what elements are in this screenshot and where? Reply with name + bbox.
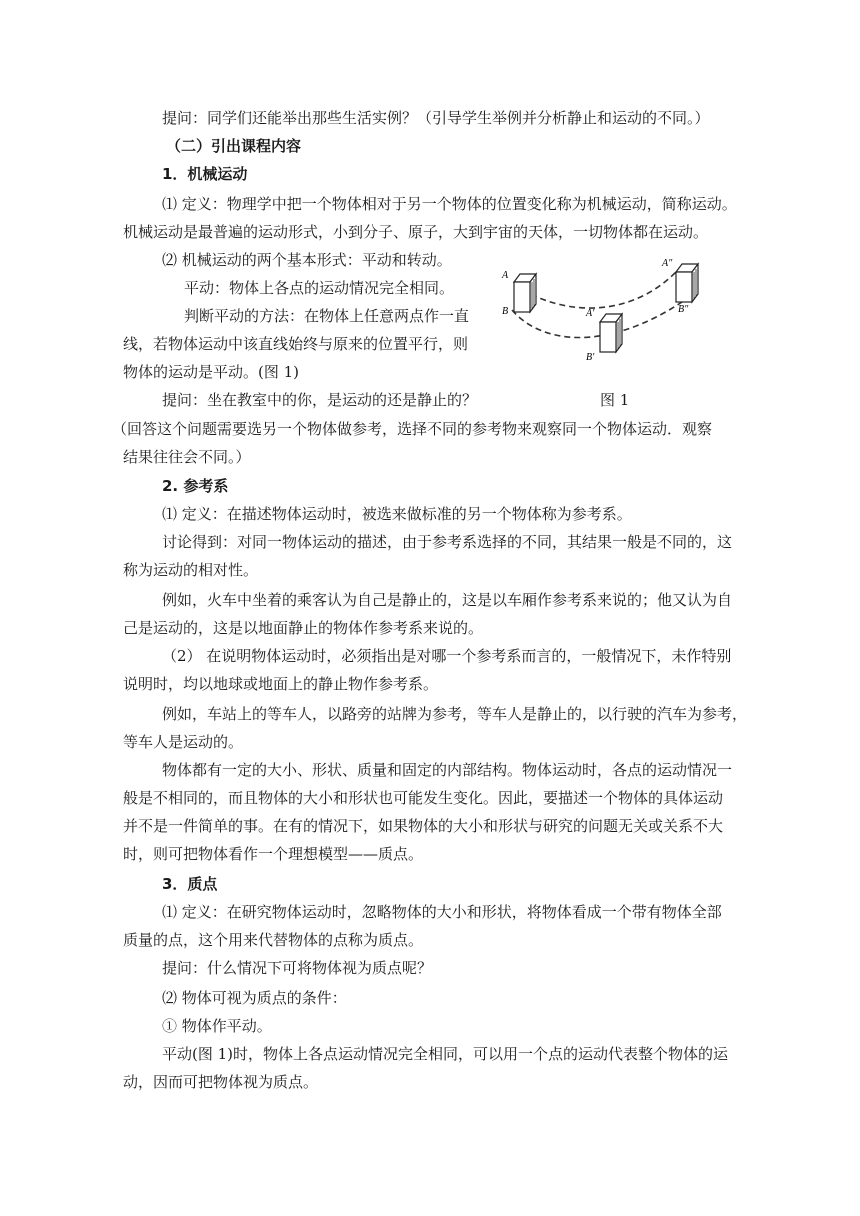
question-particle: 提问：什么情况下可将物体视为质点呢？: [162, 959, 433, 977]
paragraph-text: ① 物体作平动。: [162, 1017, 272, 1035]
paragraph-text: 判断平动的方法：在物体上任意两点作一直: [184, 307, 470, 325]
paragraph-text: 线，若物体运动中该直线始终与原来的位置平行，则: [123, 335, 469, 353]
label-b-double-prime: B": [678, 304, 689, 315]
paragraph-text: 例如，车站上的等车人，以路旁的站牌为参考，等车人是静止的，以行驶的汽车为参考，: [162, 705, 748, 723]
paragraph-text: 动，因而可把物体视为质点。: [123, 1073, 319, 1091]
question-life-examples: 提问：同学们还能举出那些生活实例？（引导学生举例并分析静止和运动的不同。）: [162, 109, 710, 127]
paragraph-text: 时，则可把物体看作一个理想模型——质点。: [123, 845, 424, 863]
translation-diagram: [496, 252, 728, 364]
question-classroom: 提问：坐在教室中的你，是运动的还是静止的？: [162, 391, 478, 409]
heading-mechanical-motion: 1．机械运动: [162, 165, 248, 183]
paragraph-text: 般是不相同的，而且物体的大小和形状也可能发生变化。因此，要描述一个物体的具体运动: [123, 789, 724, 807]
label-b-prime: B': [586, 352, 595, 363]
paragraph-text: 己是运动的，这是以地面静止的物体作参考系来说的。: [123, 619, 484, 637]
cube-middle: [600, 314, 622, 352]
cube-initial: [514, 274, 536, 312]
section-heading-2: （二）引出课程内容: [166, 137, 302, 155]
paragraph-text: 物体的运动是平动。(图 1): [123, 363, 300, 381]
label-a-prime: A': [586, 308, 595, 319]
paragraph-text: ⑴ 定义：物理学中把一个物体相对于另一个物体的位置变化称为机械运动，简称运动。: [162, 195, 737, 213]
paragraph-text: ⑴ 定义：在描述物体运动时，被选来做标准的另一个物体称为参考系。: [162, 505, 632, 523]
label-a: A: [502, 270, 509, 281]
paragraph-text: 机械运动是最普遍的运动形式，小到分子、原子，大到宇宙的天体，一切物体都在运动。: [123, 223, 709, 241]
figure-caption: 图 1: [600, 391, 630, 409]
paragraph-text: 说明时，均以地球或地面上的静止物作参考系。: [123, 675, 439, 693]
paragraph-text: 平动(图 1)时，物体上各点运动情况完全相同，可以用一个点的运动代表整个物体的运: [162, 1045, 729, 1063]
heading-reference-frame: 2. 参考系: [162, 477, 229, 495]
paragraph-text: 物体都有一定的大小、形状、质量和固定的内部结构。物体运动时，各点的运动情况一: [162, 761, 733, 779]
paragraph-text: 称为运动的相对性。: [123, 561, 259, 579]
paragraph-text: ⑴ 定义：在研究物体运动时，忽略物体的大小和形状，将物体看成一个带有物体全部: [162, 903, 722, 921]
paragraph-text: 质量的点，这个用来代替物体的点称为质点。: [123, 931, 424, 949]
paragraph-text: （2） 在说明物体运动时，必须指出是对哪一个参考系而言的，一般情况下，未作特别: [162, 647, 732, 665]
paragraph-text: 平动：物体上各点的运动情况完全相同。: [184, 279, 455, 297]
cube-final: [676, 264, 698, 302]
paragraph-text: 等车人是运动的。: [123, 733, 244, 751]
label-a-double-prime: A": [662, 258, 673, 269]
paragraph-text: 结果往往会不同。）: [123, 448, 251, 466]
paragraph-text: ⑵ 物体可视为质点的条件：: [162, 989, 347, 1007]
paragraph-text: 讨论得到：对同一物体运动的描述，由于参考系选择的不同，其结果一般是不同的，这: [162, 533, 733, 551]
label-b: B: [502, 306, 509, 317]
paragraph-text: 并不是一件简单的事。在有的情况下，如果物体的大小和形状与研究的问题无关或关系不大: [123, 817, 724, 835]
paragraph-text: （回答这个问题需要选另一个物体做参考，选择不同的参考物来观察同一个物体运动．观察: [112, 420, 713, 438]
heading-particle: 3．质点: [162, 875, 218, 893]
paragraph-text: 例如，火车中坐着的乘客认为自己是静止的，这是以车厢作参考系来说的；他又认为自: [162, 591, 733, 609]
paragraph-text: ⑵ 机械运动的两个基本形式：平动和转动。: [162, 251, 452, 269]
